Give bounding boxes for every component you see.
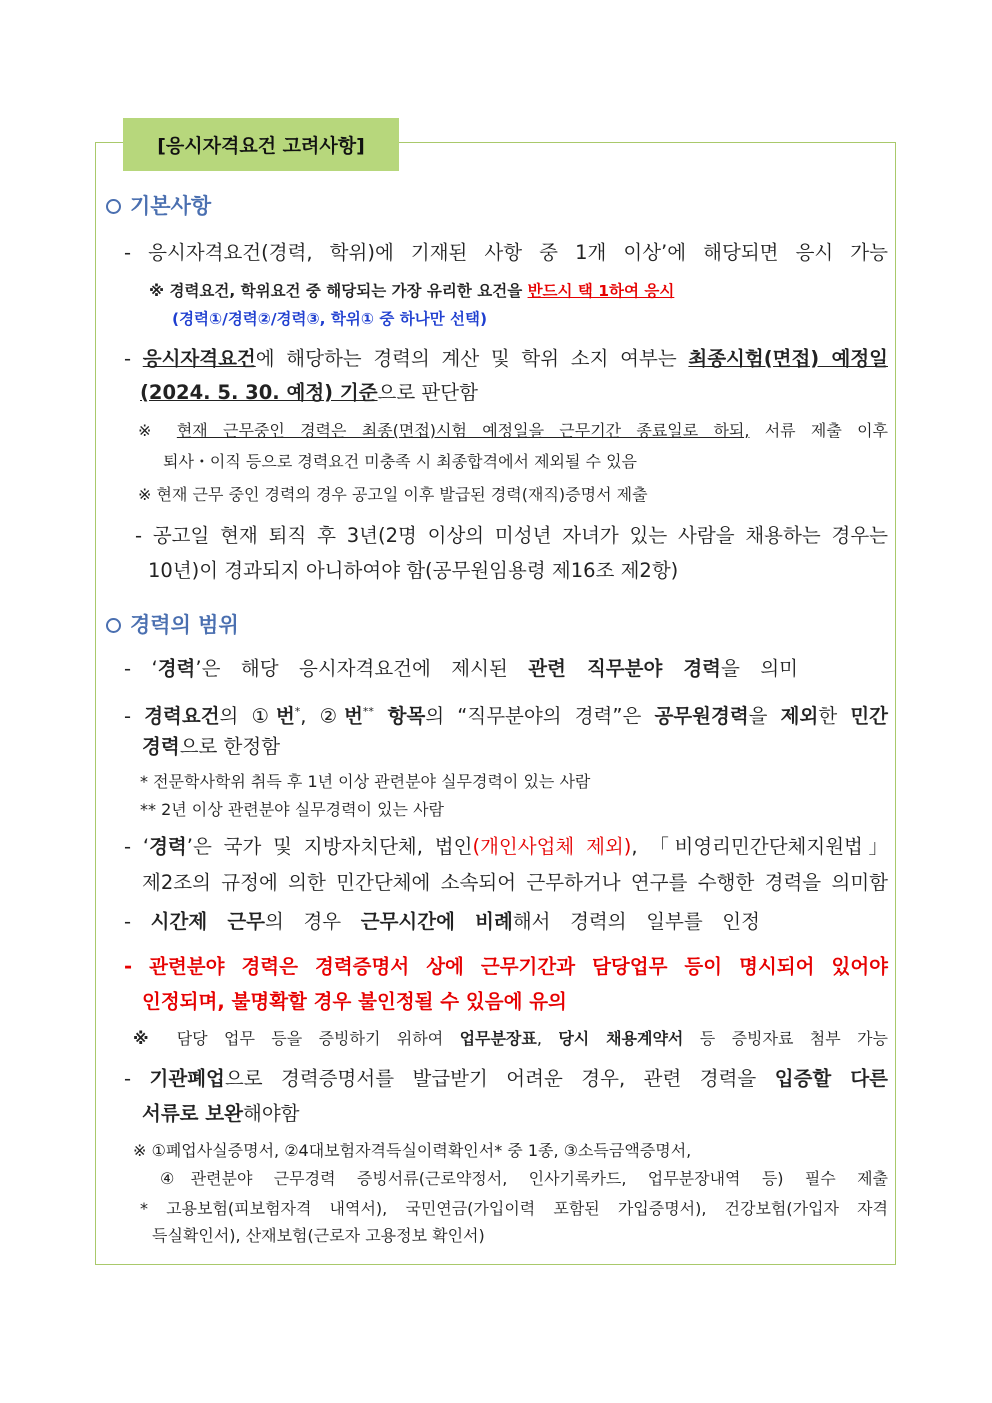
text-line [142,735,280,759]
section-title-tab [123,118,399,171]
footnote-line: ** 2년 이상 관련분야 실무경력이 있는 사람 [140,800,444,819]
text: 담당 업무 등을 증빙하기 위하여 [176,1029,460,1048]
emphasis-text: 번 [344,704,363,728]
text: - [124,910,151,933]
emphasis-text: 경력 [149,835,187,858]
text: , 「비영리민간단체지원법」 [631,835,888,858]
text-line: - 공고일 현재 퇴직 후 3년(2명 이상의 미성년 자녀가 있는 사람을 채용하는 경우는 [135,524,888,547]
text-line: 10년)이 경과되지 아니하여야 함(공무원임용령 제16조 제2항) [148,559,679,582]
emphasis-text: 서류로 보완 [142,1102,243,1125]
text-line [124,910,760,934]
text: 의 경우 [265,910,361,933]
note-line [133,1029,888,1049]
emphasis-text: 시간제 근무 [150,910,266,933]
note-text: ※ 경력요건, 학위요건 중 해당되는 가장 유리한 요건을 [149,282,528,300]
text: , [536,1029,559,1048]
text: 해서 경력의 일부를 인정 [512,910,760,933]
circle-bullet-icon [106,618,121,633]
text: - ‘ [124,657,158,680]
text: , ② [300,704,345,728]
text: ’은 해당 응시자격요건에 제시된 [195,657,529,680]
note-line: ④관련분야 근무경력 증빙서류(근로약정서, 인사기록카드, 업무분장내역 등) 필수 제출 [160,1169,888,1188]
text: ※ [138,421,177,440]
text: 을 [748,704,781,728]
dash: - [124,347,143,370]
note-line: 퇴사・이직 등으로 경력요건 미충족 시 최종합격에서 제외될 수 있음 [163,452,638,471]
text-line [124,347,888,371]
text-line: 제2조의 규정에 의한 민간단체에 소속되어 근무하거나 연구를 수행한 경력을 의미함 [142,871,888,894]
footnote-line: 득실확인서), 산재보험(근로자 고용정보 확인서) [152,1226,485,1245]
footnote-line: * 고용보험(피보험자격 내역서), 국민연금(가입이력 포함된 가입증명서), 건강보험(가입자 자격 [140,1199,888,1218]
footnote-line: * 전문학사학위 취득 후 1년 이상 관련분야 실무경력이 있는 사람 [140,772,591,791]
text-line [124,700,888,729]
text: 의 ① [219,704,276,728]
emphasis-text: 항목 [373,704,426,728]
emphasis-text: 공무원경력 [654,704,749,728]
emphasis-text: 관련 직무분야 경력 [528,657,722,680]
emphasis-text: 경력 [142,735,180,758]
emphasis-text: 반드시 택 1하여 응시 [527,282,675,300]
text-line [124,1067,888,1091]
emphasis-text: 최종시험(면접) 예정일 [688,347,888,370]
text: - ‘ [124,835,150,858]
text: 에 해당하는 경력의 계산 및 학위 소지 여부는 [255,347,689,370]
note-line [138,421,888,441]
text: - [124,704,145,728]
emphasis-text: 경력 [157,657,196,680]
text: 으로 경력증명서를 발급받기 어려운 경우, 관련 경력을 [224,1067,775,1090]
warning-line: - 관련분야 경력은 경력증명서 상에 근무기간과 담당업무 등이 명시되어 있어야 [124,955,888,978]
text-line [124,835,888,859]
emphasis-text: 경력요건 [144,704,220,728]
emphasis-text: (2024. 5. 30. 예정) 기준 [140,381,378,404]
text: 의 “직무분야의 경력”은 [425,704,655,728]
emphasis-text: 번 [275,704,295,728]
emphasis-text: 근무시간에 비례 [360,910,513,933]
note-line [149,281,674,301]
circle-bullet-icon [106,199,121,214]
text: 해야함 [242,1102,300,1125]
emphasis-text: 제외 [780,704,819,728]
text: 현재 근무중인 경력은 최종(면접)시험 예정일을 근무기간 종료일로 하되, [176,421,750,440]
emphasis-text: 민간 [850,704,888,728]
basic-heading [106,190,211,220]
text-line: - 응시자격요건(경력, 학위)에 기재된 사항 중 1개 이상’에 해당되면 응시 가능 [124,241,888,264]
footnote-mark: * [294,705,301,718]
text: 을 의미 [721,657,798,680]
emphasis-text: 기관폐업 [149,1067,225,1090]
emphasis-text: 당시 채용계약서 [558,1029,684,1048]
career-heading-text: 경력의 범위 [130,613,239,637]
career-heading [106,609,239,639]
emphasis-text: 응시자격요건 [142,347,256,370]
text-line [124,657,798,681]
text: 등 증빙자료 첨부 가능 [683,1029,889,1048]
text: ※ [133,1029,177,1048]
text: 한 [818,704,851,728]
text-line [140,381,478,405]
red-text: (개인사업체 제외) [472,835,632,858]
text: 으로 판단함 [377,381,478,404]
text: 으로 한정함 [179,735,281,758]
note-line: ※ ①폐업사실증명서, ②4대보험자격득실이력확인서* 중 1종, ③소득금액증명서, [133,1141,692,1160]
section-title: [응시자격요건 고려사항] [157,135,365,157]
footnote-mark: ** [362,705,374,718]
text: - [124,1067,150,1090]
warning-line: 인정되며, 불명확할 경우 불인정될 수 있음에 유의 [142,990,567,1013]
emphasis-text: 입증할 다른 [774,1067,888,1090]
note-line: (경력①/경력②/경력③, 학위① 중 하나만 선택) [172,310,488,328]
basic-heading-text: 기본사항 [130,194,212,218]
emphasis-text: 업무분장표 [459,1029,537,1048]
note-line: ※ 현재 근무 중인 경력의 경우 공고일 이후 발급된 경력(재직)증명서 제출 [138,485,648,504]
text-line [142,1102,300,1126]
text: 서류 제출 이후 [749,421,888,440]
text: ’은 국가 및 지방자치단체, 법인 [186,835,473,858]
